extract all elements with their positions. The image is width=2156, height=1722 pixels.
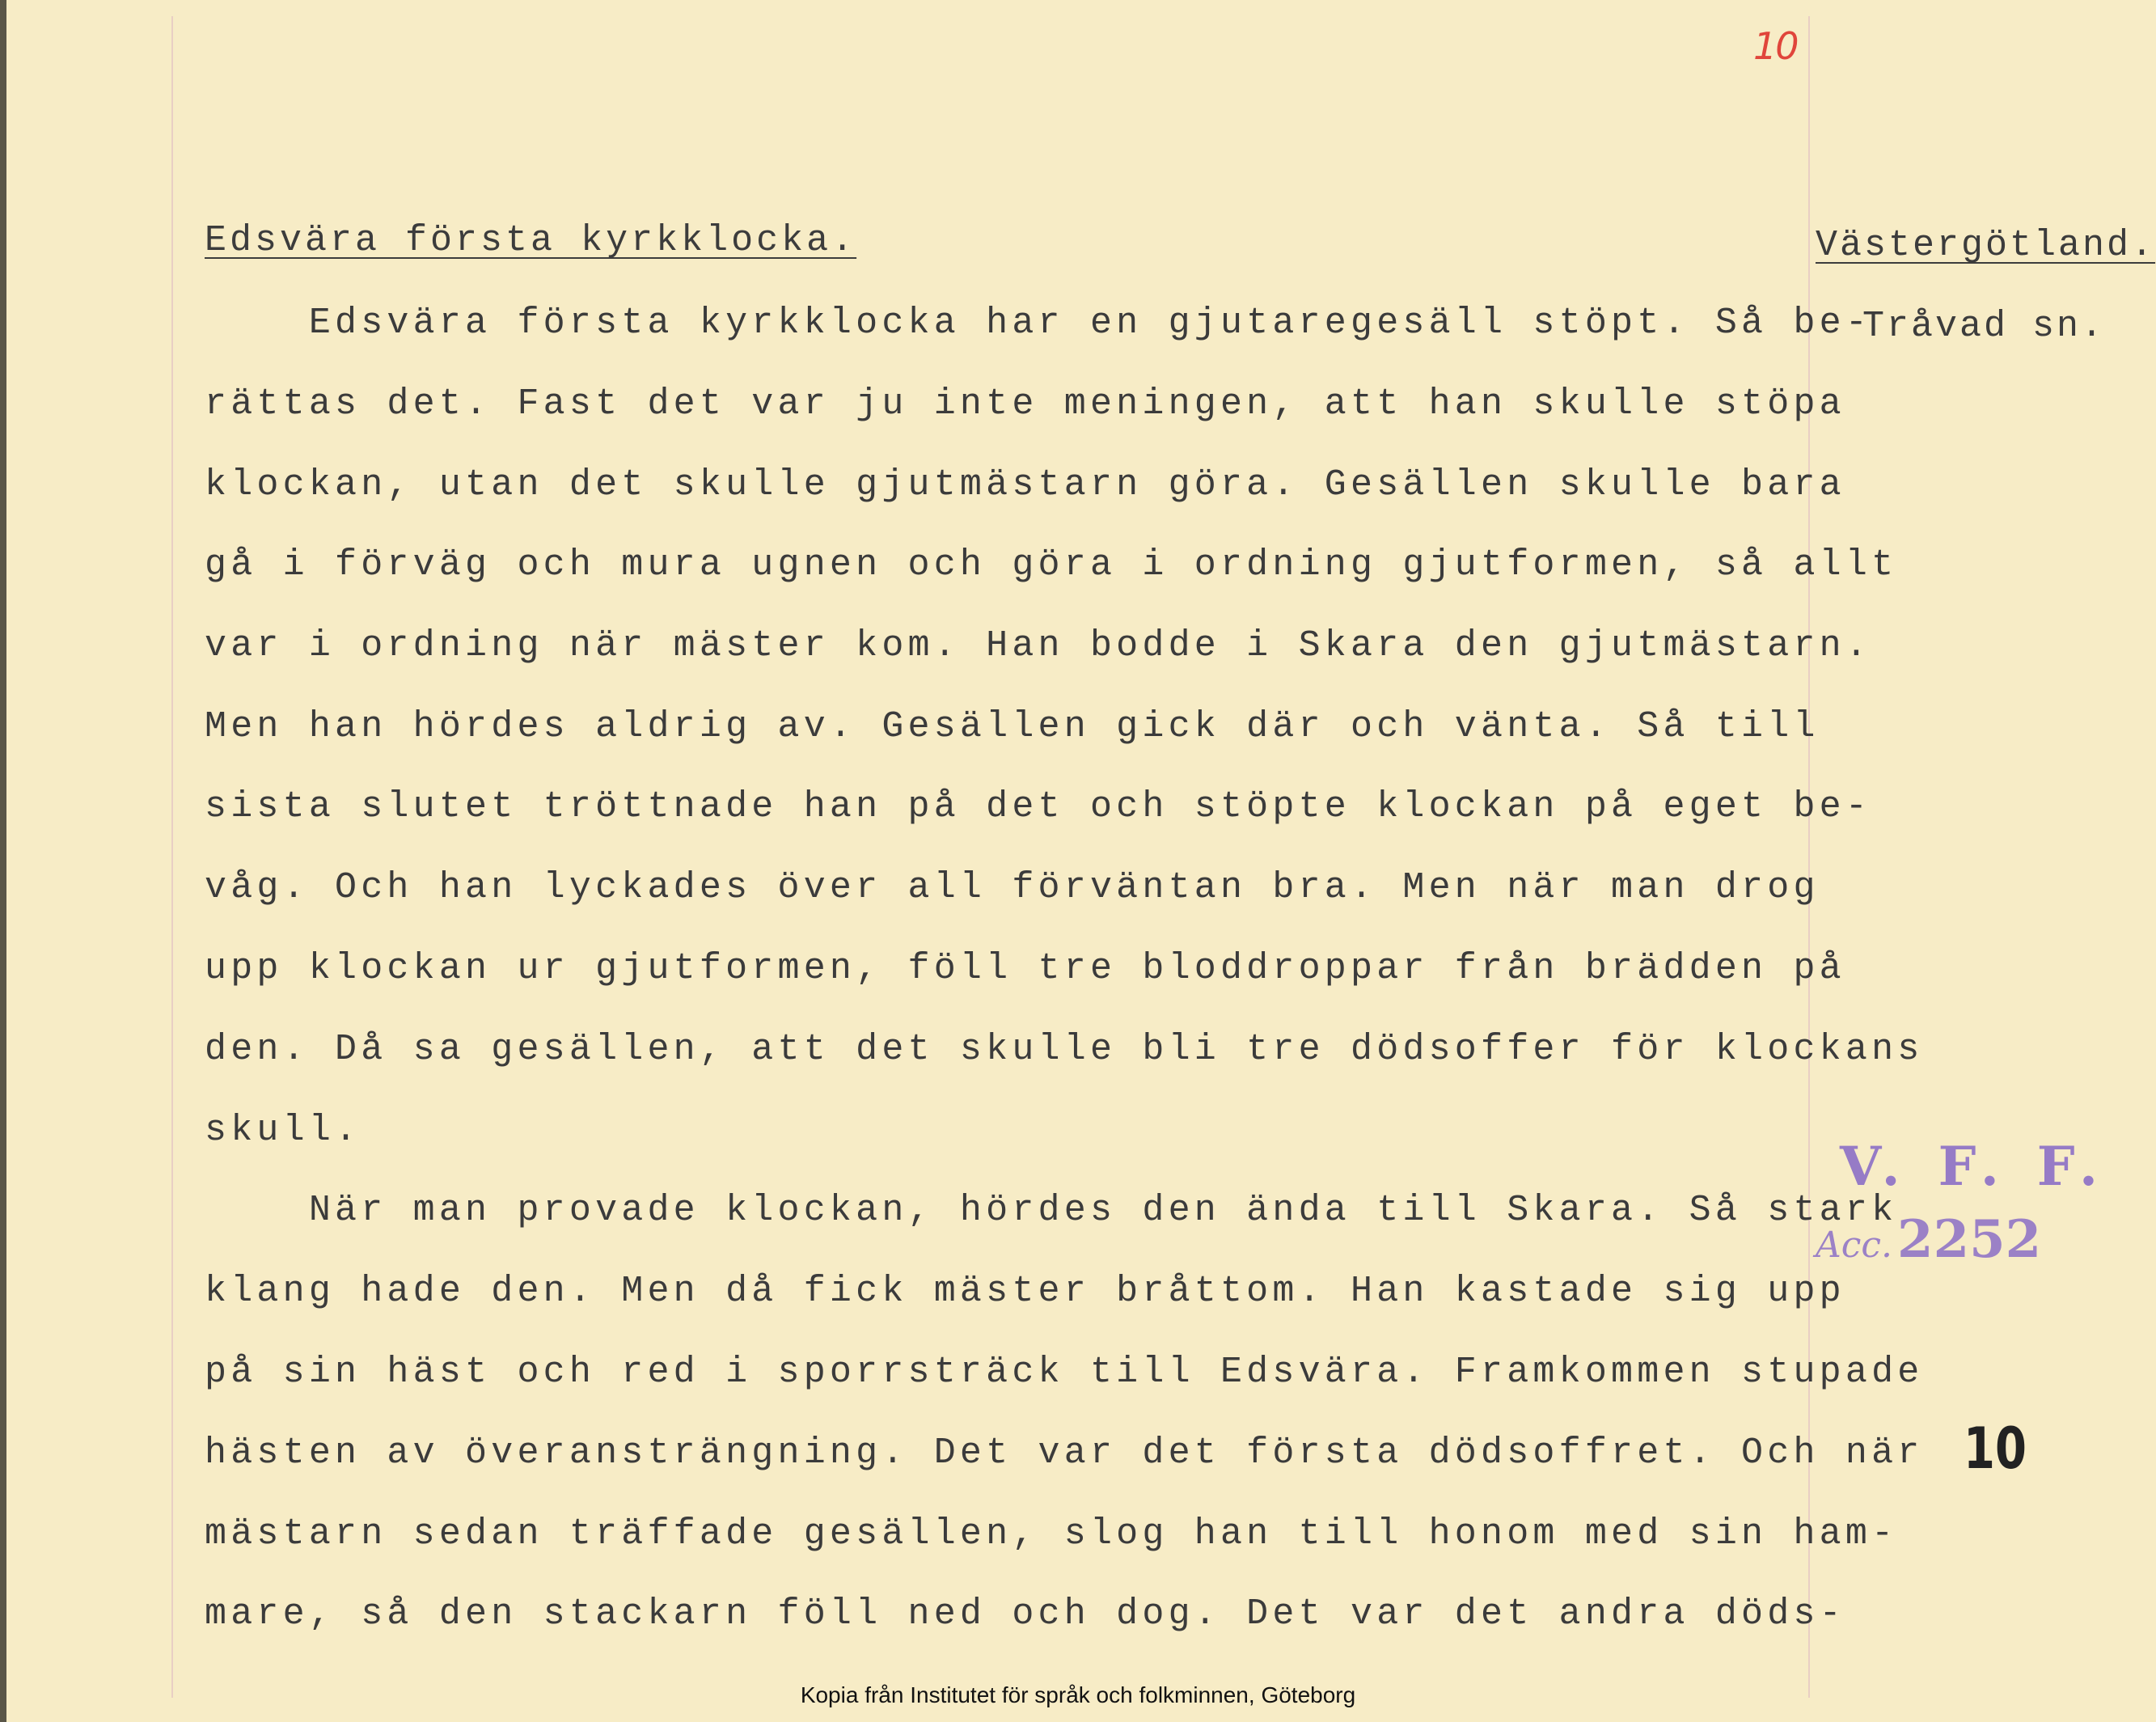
text-line: Men han hördes aldrig av. Gesällen gick där och vänta. Så till	[205, 706, 1820, 747]
text-line: upp klockan ur gjutformen, föll tre bloddroppar från brädden på	[205, 948, 1845, 989]
text-line: När man provade klockan, hördes den ända till Skara. Så stark	[205, 1190, 1898, 1231]
handwritten-page-number: 10	[1753, 24, 1798, 68]
scan-edge	[0, 0, 6, 1722]
parish-label: Tråvad sn.	[1862, 306, 2106, 347]
accession-label: Acc.	[1816, 1225, 1893, 1266]
left-margin-line	[171, 16, 173, 1698]
accession-stamp	[1816, 1209, 2041, 1270]
text-line: skull.	[205, 1110, 361, 1151]
text-line: hästen av överansträngning. Det var det första dödsoffret. Och när	[205, 1432, 1924, 1474]
sheet-number: 10	[1964, 1415, 2027, 1482]
text-line: mästarn sedan träffade gesällen, slog han till honom med sin ham-	[205, 1513, 1898, 1555]
text-line: sista slutet tröttnade han på det och stöpte klockan på eget be-	[205, 786, 1872, 827]
text-line: var i ordning när mäster kom. Han bodde i Skara den gjutmästarn.	[205, 625, 1872, 666]
text-line: den. Då sa gesällen, att det skulle bli tre dödsoffer för klockans	[205, 1029, 1924, 1070]
text-line: Edsvära första kyrkklocka har en gjutaregesäll stöpt. Så be-	[205, 303, 1872, 344]
text-line: klockan, utan det skulle gjutmästarn göra. Gesällen skulle bara	[205, 464, 1845, 506]
copy-notice-footer: Kopia från Institutet för språk och folkminnen, Göteborg	[800, 1682, 1356, 1707]
text-line: på sin häst och red i sporrsträck till Edsvära. Framkommen stupade	[205, 1352, 1924, 1393]
text-line: klang hade den. Men då fick mäster bråttom. Han kastade sig upp	[205, 1271, 1845, 1312]
text-line: mare, så den stackarn föll ned och dog. Det var det andra döds-	[205, 1593, 1845, 1635]
story-title: Edsvära första kyrkklocka.	[205, 220, 857, 261]
text-line: rättas det. Fast det var ju inte meningen, att han skulle stöpa	[205, 383, 1845, 425]
province-label: Västergötland.	[1816, 225, 2156, 266]
text-line: våg. Och han lyckades över all förväntan bra. Men när man drog	[205, 867, 1820, 908]
archive-stamp-vff: V. F. F.	[1840, 1135, 2107, 1198]
text-line: gå i förväg och mura ugnen och göra i ordning gjutformen, så allt	[205, 544, 1898, 586]
accession-number: 2252	[1897, 1209, 2042, 1270]
